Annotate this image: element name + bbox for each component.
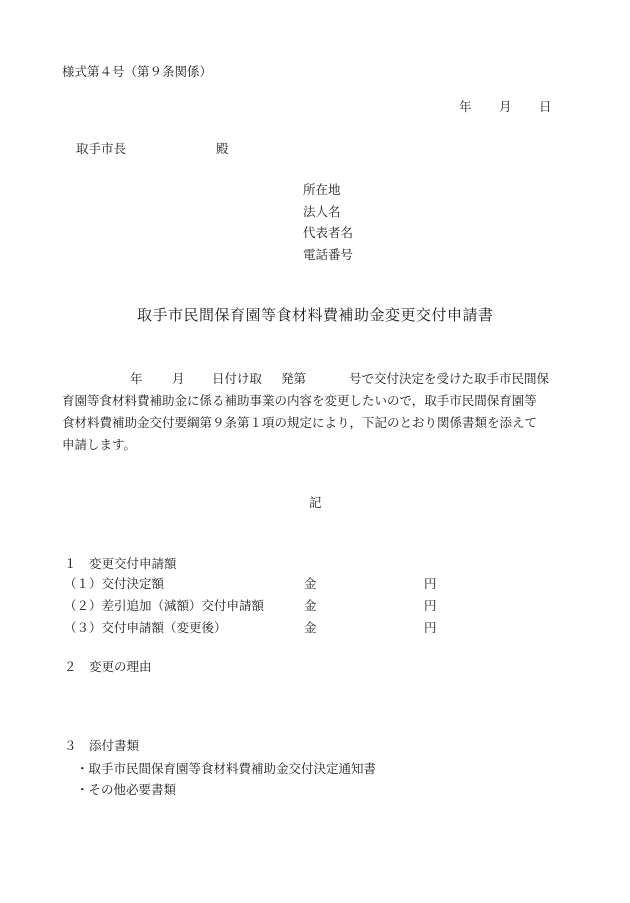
addressee-name: 取手市長	[76, 141, 127, 156]
amount-row-label: （２）差引追加（減額）交付申請額	[64, 598, 265, 613]
date-month: 月	[499, 99, 512, 114]
section-1-heading: １ 変更交付申請額	[64, 556, 177, 571]
body-number: 号で交付決定を受けた取手市民間保	[349, 371, 550, 386]
amount-row-unit: 円	[424, 598, 437, 613]
attachment-item: ・取手市民間保育園等食材料費補助金交付決定通知書	[76, 761, 377, 776]
document-title: 取手市民間保育園等食材料費補助金変更交付申請書	[137, 306, 494, 324]
form-label: 様式第４号（第９条関係）	[62, 64, 213, 79]
attachment-item: ・その他必要書類	[76, 782, 177, 797]
body-line-3: 食材料費補助金交付要綱第９条第１項の規定により，下記のとおり関係書類を添えて	[62, 415, 538, 430]
amount-row-unit: 円	[424, 620, 437, 635]
amount-row-label: （３）交付申請額（変更後）	[64, 620, 227, 635]
section-2-heading: ２ 変更の理由	[64, 659, 152, 674]
section-3-heading: ３ 添付書類	[64, 738, 140, 753]
body-line-2: 育園等食材料費補助金に係る補助事業の内容を変更したいので，取手市民間保育園等	[62, 393, 537, 408]
applicant-rep-label: 代表者名	[303, 225, 354, 240]
addressee-honorific: 殿	[216, 141, 229, 156]
amount-row-label: （１）交付決定額	[64, 576, 165, 591]
applicant-corp-label: 法人名	[303, 204, 341, 219]
date-day: 日	[539, 99, 552, 114]
body-day: 日付け取	[212, 371, 263, 386]
body-month: 月	[172, 371, 185, 386]
applicant-address-label: 所在地	[303, 182, 341, 197]
body-line-4: 申請します。	[62, 437, 137, 452]
body-issue: 発第	[281, 371, 307, 386]
amount-row-prefix: 金	[304, 576, 317, 591]
body-year: 年	[130, 371, 143, 386]
amount-row-prefix: 金	[304, 598, 317, 613]
note-heading: 記	[309, 495, 322, 510]
applicant-phone-label: 電話番号	[303, 247, 354, 262]
amount-row-prefix: 金	[304, 620, 317, 635]
amount-row-unit: 円	[424, 576, 437, 591]
date-year: 年	[459, 99, 472, 114]
